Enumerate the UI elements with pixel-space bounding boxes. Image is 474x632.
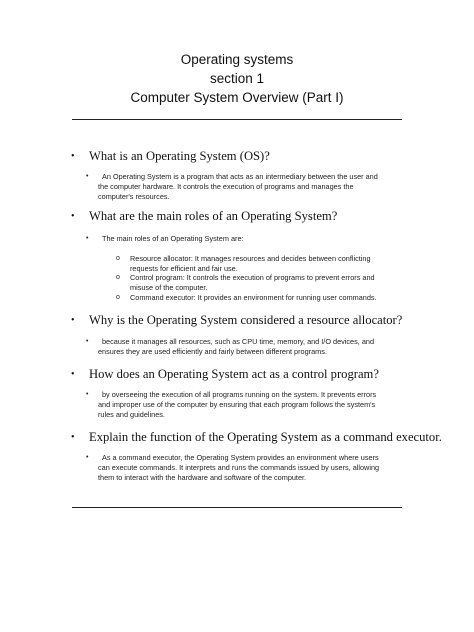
answer-line: rules and guidelines. [98,410,165,419]
question-3-text: Why is the Operating System considered a resource allocator? [89,313,403,327]
bullet-icon: • [71,432,75,443]
bullet-icon: • [71,369,75,380]
answer-line: computer's resources. [98,192,170,201]
question-4 [71,367,379,382]
answer-line: can execute commands. It interprets and runs the commands issued by users, allowing [98,463,380,472]
document-title [0,50,474,107]
bullet-icon: • [86,173,89,180]
question-5-text: Explain the function of the Operating System as a command executor. [89,430,442,444]
question-3 [71,313,402,328]
role-item-3 [116,293,377,303]
question-1-text: What is an Operating System (OS)? [89,149,270,163]
role-line: Resource allocator: It manages resources and decides between conflicting [130,254,371,263]
question-4-text: How does an Operating System act as a control program? [89,367,379,381]
answer-line: An Operating System is a program that acts as an intermediary between the user and [102,172,378,181]
question-2 [71,209,337,224]
top-divider [72,119,402,120]
sub-bullet-icon: o [116,274,120,281]
answer-line: them to interact with the hardware and software of the computer. [98,473,307,482]
role-item-2 [116,273,375,293]
answer-line: As a command executor, the Operating System provides an environment where users [102,453,379,462]
answer-line: the computer hardware. It controls the execution of programs and manages the [98,182,354,191]
answer-4 [86,390,377,420]
sub-bullet-icon: o [116,294,120,301]
bullet-icon: • [86,391,89,398]
roles-intro-text: The main roles of an Operating System are: [102,234,244,243]
answer-1 [86,172,378,202]
title-line-3: Computer System Overview (Part I) [130,90,344,105]
bottom-divider [72,507,402,508]
answer-3 [86,337,374,357]
answer-line: ensures they are used efficiently and fairly between different programs. [98,347,327,356]
sub-bullet-icon: o [116,255,120,262]
title-line-1: Operating systems [180,52,294,67]
answer-line: by overseeing the execution of all programs running on the system. It prevents errors [102,390,377,399]
bullet-icon: • [86,235,89,242]
role-line: Control program: It controls the execution of programs to prevent errors and [130,273,375,282]
question-5 [71,430,442,445]
bullet-icon: • [71,151,75,162]
answer-line: because it manages all resources, such as CPU time, memory, and I/O devices, and [102,337,374,346]
role-line: Command executor: It provides an environment for running user commands. [130,293,377,302]
bullet-icon: • [86,338,89,345]
role-line: requests for efficient and fair use. [130,264,238,273]
bullet-icon: • [86,454,89,461]
roles-intro [86,234,244,244]
answer-line: and improper use of the computer by ensuring that each program follows the system's [98,400,376,409]
answer-5 [86,453,380,483]
question-1 [71,149,270,164]
bullet-icon: • [71,315,75,326]
question-2-text: What are the main roles of an Operating System? [89,209,338,223]
role-line: misuse of the computer. [130,283,208,292]
bullet-icon: • [71,211,75,222]
role-item-1 [116,254,371,274]
title-line-2: section 1 [209,71,265,86]
